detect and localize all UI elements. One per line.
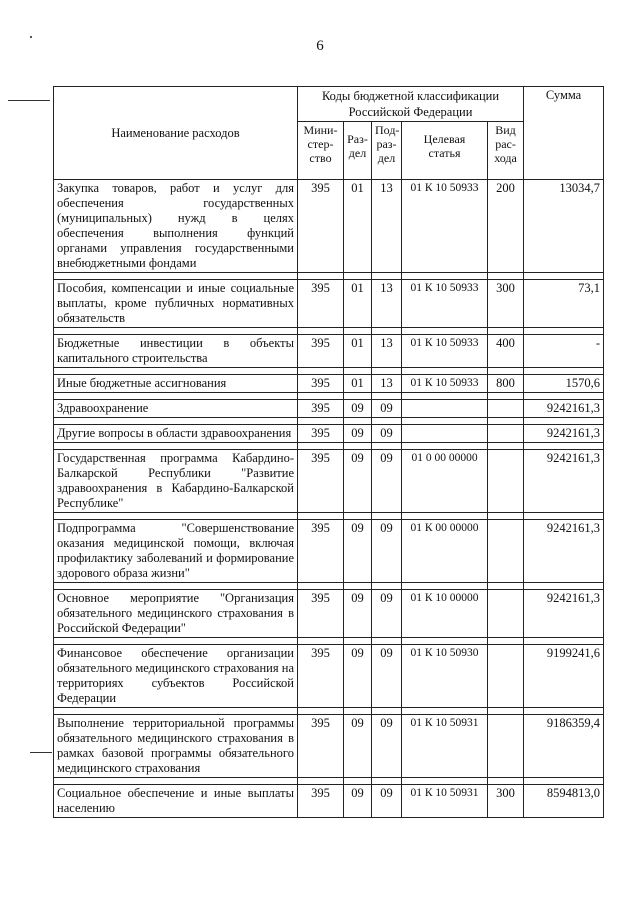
table-row bbox=[54, 335, 604, 368]
ministry-cell: 395 bbox=[298, 400, 344, 418]
expense-name-cell: Подпрограмма "Совершенствование оказания медицинской помощи, включая профилактику заболеваний и формирование здорового образа жизни" bbox=[54, 520, 298, 583]
spacer-cell bbox=[488, 418, 524, 425]
row-spacer bbox=[54, 778, 604, 785]
expense-type-cell: 300 bbox=[488, 280, 524, 328]
expense-name-cell: Здравоохранение bbox=[54, 400, 298, 418]
section-cell: 09 bbox=[344, 400, 372, 418]
spacer-cell bbox=[54, 418, 298, 425]
ministry-cell: 395 bbox=[298, 715, 344, 778]
expense-type-cell: 800 bbox=[488, 375, 524, 393]
page-number: 6 bbox=[316, 38, 324, 54]
subsection-cell: 09 bbox=[372, 425, 402, 443]
subsection-cell: 13 bbox=[372, 280, 402, 328]
spacer-cell bbox=[344, 368, 372, 375]
scan-mark-left bbox=[8, 100, 50, 101]
subsection-cell: 13 bbox=[372, 335, 402, 368]
ministry-cell: 395 bbox=[298, 180, 344, 273]
section-cell: 01 bbox=[344, 335, 372, 368]
header-name-label: Наименование расходов bbox=[111, 125, 240, 140]
spacer-cell bbox=[524, 328, 604, 335]
spacer-cell bbox=[524, 708, 604, 715]
scan-mark-bottom bbox=[30, 752, 52, 753]
sum-cell: 9186359,4 bbox=[524, 715, 604, 778]
sum-cell: 73,1 bbox=[524, 280, 604, 328]
expense-type-cell bbox=[488, 645, 524, 708]
target-item-cell: 01 К 10 50933 bbox=[402, 280, 488, 328]
table-row bbox=[54, 715, 604, 778]
subsection-cell: 09 bbox=[372, 400, 402, 418]
section-cell: 01 bbox=[344, 375, 372, 393]
subsection-cell: 09 bbox=[372, 450, 402, 513]
table-row bbox=[54, 450, 604, 513]
spacer-cell bbox=[298, 638, 344, 645]
sum-cell: - bbox=[524, 335, 604, 368]
spacer-cell bbox=[54, 273, 298, 280]
section-cell: 09 bbox=[344, 645, 372, 708]
expense-type-cell bbox=[488, 590, 524, 638]
spacer-cell bbox=[402, 513, 488, 520]
subsection-cell: 09 bbox=[372, 785, 402, 818]
expense-type-cell bbox=[488, 425, 524, 443]
expense-name-cell: Бюджетные инвестиции в объекты капитального строительства bbox=[54, 335, 298, 368]
spacer-cell bbox=[402, 418, 488, 425]
row-spacer bbox=[54, 418, 604, 425]
spacer-cell bbox=[488, 708, 524, 715]
ministry-cell: 395 bbox=[298, 280, 344, 328]
spacer-cell bbox=[54, 708, 298, 715]
section-cell: 09 bbox=[344, 590, 372, 638]
spacer-cell bbox=[298, 513, 344, 520]
spacer-cell bbox=[344, 273, 372, 280]
subsection-cell: 09 bbox=[372, 590, 402, 638]
target-item-cell: 01 К 10 50933 bbox=[402, 375, 488, 393]
row-spacer bbox=[54, 393, 604, 400]
spacer-cell bbox=[54, 368, 298, 375]
expense-type-cell bbox=[488, 520, 524, 583]
table-body bbox=[54, 180, 604, 818]
spacer-cell bbox=[524, 583, 604, 590]
spacer-cell bbox=[372, 778, 402, 785]
target-item-cell: 01 К 10 50933 bbox=[402, 335, 488, 368]
expense-type-cell bbox=[488, 400, 524, 418]
expense-name-cell: Закупка товаров, работ и услуг для обеспечения государственных (муниципальных) нужд в целях обеспечения выполнения функций органами управления государственными внебюджетными фондами bbox=[54, 180, 298, 273]
spacer-cell bbox=[524, 393, 604, 400]
row-spacer bbox=[54, 328, 604, 335]
spacer-cell bbox=[372, 443, 402, 450]
header-section: Раз- дел bbox=[344, 122, 372, 180]
section-cell: 01 bbox=[344, 280, 372, 328]
target-item-cell: 01 К 10 50931 bbox=[402, 785, 488, 818]
spacer-cell bbox=[372, 708, 402, 715]
expense-type-cell: 200 bbox=[488, 180, 524, 273]
spacer-cell bbox=[488, 443, 524, 450]
table-row bbox=[54, 280, 604, 328]
header-target-item: Целевая статья bbox=[402, 122, 488, 180]
sum-cell: 8594813,0 bbox=[524, 785, 604, 818]
section-cell: 09 bbox=[344, 785, 372, 818]
row-spacer bbox=[54, 368, 604, 375]
row-spacer bbox=[54, 273, 604, 280]
header-subsection: Под- раз- дел bbox=[372, 122, 402, 180]
expense-name-cell: Финансовое обеспечение организации обязательного медицинского страхования на территориях субъектов Российской Федерации bbox=[54, 645, 298, 708]
spacer-cell bbox=[344, 418, 372, 425]
spacer-cell bbox=[298, 328, 344, 335]
spacer-cell bbox=[298, 273, 344, 280]
header-sum-label: Сумма bbox=[545, 88, 582, 102]
spacer-cell bbox=[344, 328, 372, 335]
spacer-cell bbox=[298, 393, 344, 400]
spacer-cell bbox=[298, 708, 344, 715]
target-item-cell bbox=[402, 425, 488, 443]
expense-name-cell: Выполнение территориальной программы обязательного медицинского страхования в рамках базовой программы обязательного медицинского страхования bbox=[54, 715, 298, 778]
expense-type-cell bbox=[488, 715, 524, 778]
expense-name-cell: Другие вопросы в области здравоохранения bbox=[54, 425, 298, 443]
spacer-cell bbox=[524, 418, 604, 425]
spacer-cell bbox=[54, 778, 298, 785]
expense-type-cell: 400 bbox=[488, 335, 524, 368]
subsection-cell: 09 bbox=[372, 715, 402, 778]
spacer-cell bbox=[524, 368, 604, 375]
sum-cell: 9199241,6 bbox=[524, 645, 604, 708]
spacer-cell bbox=[402, 328, 488, 335]
subsection-cell: 09 bbox=[372, 645, 402, 708]
header-codes-line1: Коды бюджетной классификации bbox=[321, 89, 500, 103]
target-item-cell: 01 К 00 00000 bbox=[402, 520, 488, 583]
table-row bbox=[54, 645, 604, 708]
ministry-cell: 395 bbox=[298, 425, 344, 443]
spacer-cell bbox=[524, 273, 604, 280]
spacer-cell bbox=[402, 778, 488, 785]
spacer-cell bbox=[344, 583, 372, 590]
target-item-cell: 01 К 10 50931 bbox=[402, 715, 488, 778]
section-cell: 09 bbox=[344, 520, 372, 583]
target-item-cell: 01 К 10 00000 bbox=[402, 590, 488, 638]
spacer-cell bbox=[298, 583, 344, 590]
row-spacer bbox=[54, 443, 604, 450]
spacer-cell bbox=[372, 583, 402, 590]
spacer-cell bbox=[402, 583, 488, 590]
spacer-cell bbox=[402, 368, 488, 375]
table-row bbox=[54, 590, 604, 638]
spacer-cell bbox=[54, 393, 298, 400]
expense-name-cell: Государственная программа Кабардино-Балкарской Республики "Развитие здравоохранения в Кабардино-Балкарской Республике" bbox=[54, 450, 298, 513]
spacer-cell bbox=[488, 583, 524, 590]
spacer-cell bbox=[344, 708, 372, 715]
header-row-1 bbox=[54, 87, 604, 122]
row-spacer bbox=[54, 513, 604, 520]
sum-cell: 9242161,3 bbox=[524, 520, 604, 583]
spacer-cell bbox=[344, 393, 372, 400]
ministry-cell: 395 bbox=[298, 335, 344, 368]
header-expense-type: Вид рас- хода bbox=[488, 122, 524, 180]
ministry-cell: 395 bbox=[298, 590, 344, 638]
spacer-cell bbox=[54, 443, 298, 450]
table-row bbox=[54, 180, 604, 273]
subsection-cell: 09 bbox=[372, 520, 402, 583]
spacer-cell bbox=[344, 443, 372, 450]
expense-name-cell: Пособия, компенсации и иные социальные выплаты, кроме публичных нормативных обязательств bbox=[54, 280, 298, 328]
spacer-cell bbox=[524, 778, 604, 785]
spacer-cell bbox=[298, 368, 344, 375]
spacer-cell bbox=[402, 443, 488, 450]
spacer-cell bbox=[488, 368, 524, 375]
row-spacer bbox=[54, 583, 604, 590]
table-row bbox=[54, 425, 604, 443]
header-codes-line2: Российской Федерации bbox=[348, 105, 473, 119]
spacer-cell bbox=[372, 513, 402, 520]
spacer-cell bbox=[372, 638, 402, 645]
section-cell: 09 bbox=[344, 425, 372, 443]
spacer-cell bbox=[54, 638, 298, 645]
spacer-cell bbox=[488, 513, 524, 520]
table-row bbox=[54, 785, 604, 818]
header-sum bbox=[524, 87, 604, 180]
expense-type-cell: 300 bbox=[488, 785, 524, 818]
spacer-cell bbox=[298, 418, 344, 425]
spacer-cell bbox=[372, 328, 402, 335]
section-cell: 09 bbox=[344, 450, 372, 513]
spacer-cell bbox=[488, 778, 524, 785]
spacer-cell bbox=[488, 393, 524, 400]
spacer-cell bbox=[54, 583, 298, 590]
row-spacer bbox=[54, 638, 604, 645]
spacer-cell bbox=[402, 638, 488, 645]
spacer-cell bbox=[524, 443, 604, 450]
spacer-cell bbox=[488, 328, 524, 335]
target-item-cell: 01 0 00 00000 bbox=[402, 450, 488, 513]
row-spacer bbox=[54, 708, 604, 715]
scan-dot bbox=[30, 36, 32, 38]
budget-table bbox=[53, 86, 604, 818]
spacer-cell bbox=[372, 368, 402, 375]
spacer-cell bbox=[402, 273, 488, 280]
subsection-cell: 13 bbox=[372, 375, 402, 393]
header-codes-group bbox=[298, 87, 524, 122]
spacer-cell bbox=[54, 328, 298, 335]
table-row bbox=[54, 400, 604, 418]
spacer-cell bbox=[372, 273, 402, 280]
sum-cell: 9242161,3 bbox=[524, 400, 604, 418]
target-item-cell: 01 К 10 50933 bbox=[402, 180, 488, 273]
spacer-cell bbox=[488, 273, 524, 280]
table-row bbox=[54, 520, 604, 583]
ministry-cell: 395 bbox=[298, 375, 344, 393]
spacer-cell bbox=[402, 393, 488, 400]
spacer-cell bbox=[344, 638, 372, 645]
sum-cell: 1570,6 bbox=[524, 375, 604, 393]
expense-type-cell bbox=[488, 450, 524, 513]
spacer-cell bbox=[524, 513, 604, 520]
sum-cell: 13034,7 bbox=[524, 180, 604, 273]
spacer-cell bbox=[344, 513, 372, 520]
sum-cell: 9242161,3 bbox=[524, 425, 604, 443]
expense-name-cell: Иные бюджетные ассигнования bbox=[54, 375, 298, 393]
expense-name-cell: Основное мероприятие "Организация обязательного медицинского страхования в Российской Федерации" bbox=[54, 590, 298, 638]
spacer-cell bbox=[402, 708, 488, 715]
ministry-cell: 395 bbox=[298, 520, 344, 583]
spacer-cell bbox=[524, 638, 604, 645]
sum-cell: 9242161,3 bbox=[524, 590, 604, 638]
ministry-cell: 395 bbox=[298, 645, 344, 708]
expense-name-cell: Социальное обеспечение и иные выплаты населению bbox=[54, 785, 298, 818]
ministry-cell: 395 bbox=[298, 450, 344, 513]
ministry-cell: 395 bbox=[298, 785, 344, 818]
spacer-cell bbox=[298, 443, 344, 450]
section-cell: 09 bbox=[344, 715, 372, 778]
target-item-cell: 01 К 10 50930 bbox=[402, 645, 488, 708]
spacer-cell bbox=[372, 393, 402, 400]
target-item-cell bbox=[402, 400, 488, 418]
header-name bbox=[54, 87, 298, 180]
spacer-cell bbox=[54, 513, 298, 520]
sum-cell: 9242161,3 bbox=[524, 450, 604, 513]
header-ministry: Мини- стер- ство bbox=[298, 122, 344, 180]
spacer-cell bbox=[344, 778, 372, 785]
table-row bbox=[54, 375, 604, 393]
section-cell: 01 bbox=[344, 180, 372, 273]
spacer-cell bbox=[488, 638, 524, 645]
subsection-cell: 13 bbox=[372, 180, 402, 273]
spacer-cell bbox=[372, 418, 402, 425]
spacer-cell bbox=[298, 778, 344, 785]
